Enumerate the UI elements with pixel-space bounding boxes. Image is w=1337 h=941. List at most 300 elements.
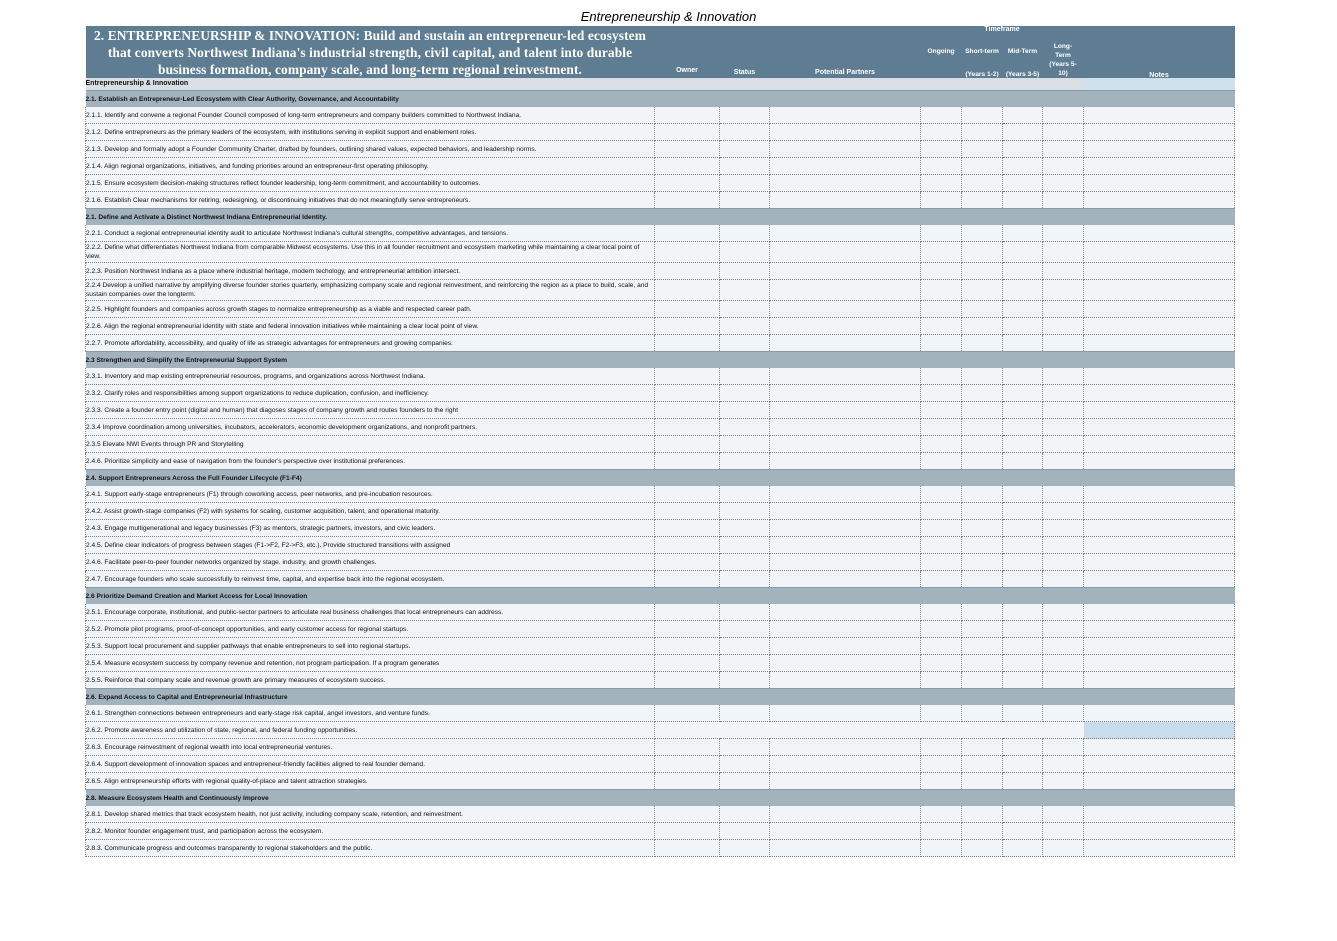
ongoing-cell[interactable] [921, 335, 962, 352]
mid-term-cell[interactable] [1003, 141, 1043, 158]
mid-term-cell[interactable] [1003, 263, 1043, 280]
status-cell[interactable] [720, 402, 770, 419]
ongoing-cell[interactable] [921, 453, 962, 470]
long-term-cell[interactable] [1043, 486, 1084, 503]
ongoing-cell[interactable] [921, 141, 962, 158]
ongoing-cell[interactable] [921, 436, 962, 453]
status-cell[interactable] [720, 621, 770, 638]
status-cell[interactable] [720, 453, 770, 470]
long-term-cell[interactable] [1043, 503, 1084, 520]
short-term-cell[interactable] [962, 571, 1003, 588]
status-cell[interactable] [720, 225, 770, 242]
status-cell[interactable] [720, 823, 770, 840]
short-term-cell[interactable] [962, 158, 1003, 175]
status-cell[interactable] [720, 141, 770, 158]
partners-cell[interactable] [770, 263, 921, 280]
ongoing-cell[interactable] [921, 225, 962, 242]
owner-cell[interactable] [655, 571, 720, 588]
mid-term-cell[interactable] [1003, 621, 1043, 638]
long-term-cell[interactable] [1043, 301, 1084, 318]
ongoing-cell[interactable] [921, 840, 962, 857]
status-cell[interactable] [720, 554, 770, 571]
short-term-cell[interactable] [962, 436, 1003, 453]
ongoing-cell[interactable] [921, 318, 962, 335]
notes-cell[interactable] [1084, 756, 1235, 773]
short-term-cell[interactable] [962, 554, 1003, 571]
mid-term-cell[interactable] [1003, 368, 1043, 385]
notes-cell[interactable] [1084, 739, 1235, 756]
partners-cell[interactable] [770, 520, 921, 537]
status-cell[interactable] [720, 655, 770, 672]
owner-cell[interactable] [655, 318, 720, 335]
notes-cell[interactable] [1084, 335, 1235, 352]
mid-term-cell[interactable] [1003, 806, 1043, 823]
ongoing-cell[interactable] [921, 192, 962, 209]
long-term-cell[interactable] [1043, 520, 1084, 537]
short-term-cell[interactable] [962, 280, 1003, 301]
partners-cell[interactable] [770, 638, 921, 655]
mid-term-cell[interactable] [1003, 192, 1043, 209]
mid-term-cell[interactable] [1003, 840, 1043, 857]
notes-cell[interactable] [1084, 263, 1235, 280]
status-cell[interactable] [720, 840, 770, 857]
mid-term-cell[interactable] [1003, 242, 1043, 263]
notes-cell[interactable] [1084, 242, 1235, 263]
long-term-cell[interactable] [1043, 141, 1084, 158]
status-cell[interactable] [720, 436, 770, 453]
owner-cell[interactable] [655, 280, 720, 301]
ongoing-cell[interactable] [921, 739, 962, 756]
notes-cell[interactable] [1084, 368, 1235, 385]
ongoing-cell[interactable] [921, 604, 962, 621]
short-term-cell[interactable] [962, 773, 1003, 790]
mid-term-cell[interactable] [1003, 335, 1043, 352]
owner-cell[interactable] [655, 402, 720, 419]
owner-cell[interactable] [655, 419, 720, 436]
notes-cell[interactable] [1084, 453, 1235, 470]
long-term-cell[interactable] [1043, 604, 1084, 621]
notes-cell[interactable] [1084, 722, 1235, 739]
owner-cell[interactable] [655, 385, 720, 402]
owner-cell[interactable] [655, 773, 720, 790]
mid-term-cell[interactable] [1003, 739, 1043, 756]
owner-cell[interactable] [655, 722, 720, 739]
owner-cell[interactable] [655, 263, 720, 280]
status-cell[interactable] [720, 722, 770, 739]
owner-cell[interactable] [655, 301, 720, 318]
long-term-cell[interactable] [1043, 554, 1084, 571]
notes-cell[interactable] [1084, 621, 1235, 638]
short-term-cell[interactable] [962, 225, 1003, 242]
status-cell[interactable] [720, 503, 770, 520]
status-cell[interactable] [720, 335, 770, 352]
partners-cell[interactable] [770, 419, 921, 436]
notes-cell[interactable] [1084, 419, 1235, 436]
short-term-cell[interactable] [962, 263, 1003, 280]
short-term-cell[interactable] [962, 368, 1003, 385]
notes-cell[interactable] [1084, 124, 1235, 141]
notes-cell[interactable] [1084, 823, 1235, 840]
long-term-cell[interactable] [1043, 158, 1084, 175]
status-cell[interactable] [720, 385, 770, 402]
partners-cell[interactable] [770, 402, 921, 419]
partners-cell[interactable] [770, 335, 921, 352]
long-term-cell[interactable] [1043, 225, 1084, 242]
short-term-cell[interactable] [962, 318, 1003, 335]
notes-cell[interactable] [1084, 806, 1235, 823]
partners-cell[interactable] [770, 537, 921, 554]
mid-term-cell[interactable] [1003, 436, 1043, 453]
ongoing-cell[interactable] [921, 385, 962, 402]
long-term-cell[interactable] [1043, 107, 1084, 124]
status-cell[interactable] [720, 368, 770, 385]
owner-cell[interactable] [655, 823, 720, 840]
short-term-cell[interactable] [962, 621, 1003, 638]
ongoing-cell[interactable] [921, 107, 962, 124]
mid-term-cell[interactable] [1003, 318, 1043, 335]
mid-term-cell[interactable] [1003, 402, 1043, 419]
short-term-cell[interactable] [962, 840, 1003, 857]
short-term-cell[interactable] [962, 141, 1003, 158]
notes-cell[interactable] [1084, 773, 1235, 790]
long-term-cell[interactable] [1043, 773, 1084, 790]
long-term-cell[interactable] [1043, 335, 1084, 352]
long-term-cell[interactable] [1043, 571, 1084, 588]
partners-cell[interactable] [770, 672, 921, 689]
status-cell[interactable] [720, 806, 770, 823]
partners-cell[interactable] [770, 722, 921, 739]
status-cell[interactable] [720, 638, 770, 655]
status-cell[interactable] [720, 773, 770, 790]
partners-cell[interactable] [770, 107, 921, 124]
owner-cell[interactable] [655, 638, 720, 655]
notes-cell[interactable] [1084, 107, 1235, 124]
mid-term-cell[interactable] [1003, 503, 1043, 520]
ongoing-cell[interactable] [921, 124, 962, 141]
long-term-cell[interactable] [1043, 368, 1084, 385]
long-term-cell[interactable] [1043, 655, 1084, 672]
ongoing-cell[interactable] [921, 655, 962, 672]
mid-term-cell[interactable] [1003, 225, 1043, 242]
mid-term-cell[interactable] [1003, 158, 1043, 175]
mid-term-cell[interactable] [1003, 520, 1043, 537]
owner-cell[interactable] [655, 158, 720, 175]
ongoing-cell[interactable] [921, 486, 962, 503]
partners-cell[interactable] [770, 756, 921, 773]
partners-cell[interactable] [770, 571, 921, 588]
long-term-cell[interactable] [1043, 436, 1084, 453]
ongoing-cell[interactable] [921, 571, 962, 588]
partners-cell[interactable] [770, 280, 921, 301]
owner-cell[interactable] [655, 806, 720, 823]
partners-cell[interactable] [770, 486, 921, 503]
partners-cell[interactable] [770, 840, 921, 857]
ongoing-cell[interactable] [921, 672, 962, 689]
partners-cell[interactable] [770, 621, 921, 638]
short-term-cell[interactable] [962, 124, 1003, 141]
notes-cell[interactable] [1084, 503, 1235, 520]
owner-cell[interactable] [655, 175, 720, 192]
long-term-cell[interactable] [1043, 722, 1084, 739]
long-term-cell[interactable] [1043, 840, 1084, 857]
notes-cell[interactable] [1084, 638, 1235, 655]
long-term-cell[interactable] [1043, 638, 1084, 655]
ongoing-cell[interactable] [921, 419, 962, 436]
owner-cell[interactable] [655, 141, 720, 158]
short-term-cell[interactable] [962, 537, 1003, 554]
short-term-cell[interactable] [962, 638, 1003, 655]
partners-cell[interactable] [770, 225, 921, 242]
short-term-cell[interactable] [962, 655, 1003, 672]
notes-cell[interactable] [1084, 175, 1235, 192]
ongoing-cell[interactable] [921, 638, 962, 655]
short-term-cell[interactable] [962, 107, 1003, 124]
long-term-cell[interactable] [1043, 823, 1084, 840]
mid-term-cell[interactable] [1003, 175, 1043, 192]
owner-cell[interactable] [655, 192, 720, 209]
notes-cell[interactable] [1084, 141, 1235, 158]
owner-cell[interactable] [655, 739, 720, 756]
short-term-cell[interactable] [962, 604, 1003, 621]
notes-cell[interactable] [1084, 537, 1235, 554]
notes-cell[interactable] [1084, 385, 1235, 402]
owner-cell[interactable] [655, 453, 720, 470]
owner-cell[interactable] [655, 537, 720, 554]
partners-cell[interactable] [770, 158, 921, 175]
owner-cell[interactable] [655, 554, 720, 571]
partners-cell[interactable] [770, 141, 921, 158]
partners-cell[interactable] [770, 806, 921, 823]
status-cell[interactable] [720, 537, 770, 554]
long-term-cell[interactable] [1043, 263, 1084, 280]
partners-cell[interactable] [770, 124, 921, 141]
short-term-cell[interactable] [962, 756, 1003, 773]
short-term-cell[interactable] [962, 806, 1003, 823]
long-term-cell[interactable] [1043, 385, 1084, 402]
ongoing-cell[interactable] [921, 503, 962, 520]
mid-term-cell[interactable] [1003, 756, 1043, 773]
owner-cell[interactable] [655, 520, 720, 537]
ongoing-cell[interactable] [921, 242, 962, 263]
long-term-cell[interactable] [1043, 242, 1084, 263]
ongoing-cell[interactable] [921, 263, 962, 280]
status-cell[interactable] [720, 520, 770, 537]
owner-cell[interactable] [655, 368, 720, 385]
partners-cell[interactable] [770, 453, 921, 470]
status-cell[interactable] [720, 107, 770, 124]
owner-cell[interactable] [655, 604, 720, 621]
short-term-cell[interactable] [962, 335, 1003, 352]
short-term-cell[interactable] [962, 402, 1003, 419]
status-cell[interactable] [720, 158, 770, 175]
partners-cell[interactable] [770, 242, 921, 263]
long-term-cell[interactable] [1043, 175, 1084, 192]
partners-cell[interactable] [770, 192, 921, 209]
owner-cell[interactable] [655, 335, 720, 352]
short-term-cell[interactable] [962, 385, 1003, 402]
mid-term-cell[interactable] [1003, 107, 1043, 124]
mid-term-cell[interactable] [1003, 385, 1043, 402]
notes-cell[interactable] [1084, 486, 1235, 503]
long-term-cell[interactable] [1043, 705, 1084, 722]
long-term-cell[interactable] [1043, 402, 1084, 419]
short-term-cell[interactable] [962, 453, 1003, 470]
mid-term-cell[interactable] [1003, 672, 1043, 689]
status-cell[interactable] [720, 672, 770, 689]
owner-cell[interactable] [655, 503, 720, 520]
mid-term-cell[interactable] [1003, 301, 1043, 318]
short-term-cell[interactable] [962, 672, 1003, 689]
ongoing-cell[interactable] [921, 402, 962, 419]
ongoing-cell[interactable] [921, 621, 962, 638]
status-cell[interactable] [720, 571, 770, 588]
long-term-cell[interactable] [1043, 756, 1084, 773]
owner-cell[interactable] [655, 756, 720, 773]
status-cell[interactable] [720, 280, 770, 301]
mid-term-cell[interactable] [1003, 773, 1043, 790]
mid-term-cell[interactable] [1003, 280, 1043, 301]
short-term-cell[interactable] [962, 175, 1003, 192]
partners-cell[interactable] [770, 503, 921, 520]
partners-cell[interactable] [770, 318, 921, 335]
notes-cell[interactable] [1084, 672, 1235, 689]
ongoing-cell[interactable] [921, 301, 962, 318]
partners-cell[interactable] [770, 385, 921, 402]
partners-cell[interactable] [770, 554, 921, 571]
notes-cell[interactable] [1084, 604, 1235, 621]
short-term-cell[interactable] [962, 503, 1003, 520]
status-cell[interactable] [720, 242, 770, 263]
notes-cell[interactable] [1084, 705, 1235, 722]
long-term-cell[interactable] [1043, 621, 1084, 638]
status-cell[interactable] [720, 318, 770, 335]
owner-cell[interactable] [655, 621, 720, 638]
ongoing-cell[interactable] [921, 756, 962, 773]
notes-cell[interactable] [1084, 301, 1235, 318]
mid-term-cell[interactable] [1003, 124, 1043, 141]
owner-cell[interactable] [655, 705, 720, 722]
status-cell[interactable] [720, 705, 770, 722]
status-cell[interactable] [720, 301, 770, 318]
partners-cell[interactable] [770, 604, 921, 621]
notes-cell[interactable] [1084, 571, 1235, 588]
partners-cell[interactable] [770, 823, 921, 840]
notes-cell[interactable] [1084, 280, 1235, 301]
short-term-cell[interactable] [962, 823, 1003, 840]
short-term-cell[interactable] [962, 705, 1003, 722]
mid-term-cell[interactable] [1003, 419, 1043, 436]
partners-cell[interactable] [770, 655, 921, 672]
partners-cell[interactable] [770, 175, 921, 192]
short-term-cell[interactable] [962, 419, 1003, 436]
partners-cell[interactable] [770, 436, 921, 453]
mid-term-cell[interactable] [1003, 722, 1043, 739]
partners-cell[interactable] [770, 705, 921, 722]
short-term-cell[interactable] [962, 242, 1003, 263]
long-term-cell[interactable] [1043, 124, 1084, 141]
notes-cell[interactable] [1084, 402, 1235, 419]
ongoing-cell[interactable] [921, 705, 962, 722]
mid-term-cell[interactable] [1003, 571, 1043, 588]
short-term-cell[interactable] [962, 739, 1003, 756]
ongoing-cell[interactable] [921, 280, 962, 301]
mid-term-cell[interactable] [1003, 638, 1043, 655]
status-cell[interactable] [720, 192, 770, 209]
mid-term-cell[interactable] [1003, 554, 1043, 571]
long-term-cell[interactable] [1043, 453, 1084, 470]
notes-cell[interactable] [1084, 840, 1235, 857]
ongoing-cell[interactable] [921, 537, 962, 554]
mid-term-cell[interactable] [1003, 604, 1043, 621]
owner-cell[interactable] [655, 672, 720, 689]
mid-term-cell[interactable] [1003, 655, 1043, 672]
short-term-cell[interactable] [962, 192, 1003, 209]
ongoing-cell[interactable] [921, 368, 962, 385]
ongoing-cell[interactable] [921, 823, 962, 840]
long-term-cell[interactable] [1043, 419, 1084, 436]
notes-cell[interactable] [1084, 225, 1235, 242]
owner-cell[interactable] [655, 486, 720, 503]
ongoing-cell[interactable] [921, 520, 962, 537]
notes-cell[interactable] [1084, 436, 1235, 453]
ongoing-cell[interactable] [921, 554, 962, 571]
status-cell[interactable] [720, 175, 770, 192]
owner-cell[interactable] [655, 840, 720, 857]
status-cell[interactable] [720, 263, 770, 280]
partners-cell[interactable] [770, 368, 921, 385]
partners-cell[interactable] [770, 739, 921, 756]
owner-cell[interactable] [655, 242, 720, 263]
short-term-cell[interactable] [962, 520, 1003, 537]
long-term-cell[interactable] [1043, 672, 1084, 689]
long-term-cell[interactable] [1043, 537, 1084, 554]
status-cell[interactable] [720, 419, 770, 436]
mid-term-cell[interactable] [1003, 823, 1043, 840]
ongoing-cell[interactable] [921, 806, 962, 823]
notes-cell[interactable] [1084, 554, 1235, 571]
status-cell[interactable] [720, 756, 770, 773]
mid-term-cell[interactable] [1003, 537, 1043, 554]
long-term-cell[interactable] [1043, 739, 1084, 756]
short-term-cell[interactable] [962, 486, 1003, 503]
mid-term-cell[interactable] [1003, 486, 1043, 503]
partners-cell[interactable] [770, 301, 921, 318]
long-term-cell[interactable] [1043, 806, 1084, 823]
ongoing-cell[interactable] [921, 158, 962, 175]
long-term-cell[interactable] [1043, 280, 1084, 301]
owner-cell[interactable] [655, 655, 720, 672]
short-term-cell[interactable] [962, 301, 1003, 318]
ongoing-cell[interactable] [921, 773, 962, 790]
status-cell[interactable] [720, 486, 770, 503]
notes-cell[interactable] [1084, 158, 1235, 175]
long-term-cell[interactable] [1043, 318, 1084, 335]
long-term-cell[interactable] [1043, 192, 1084, 209]
partners-cell[interactable] [770, 773, 921, 790]
owner-cell[interactable] [655, 107, 720, 124]
mid-term-cell[interactable] [1003, 453, 1043, 470]
notes-cell[interactable] [1084, 655, 1235, 672]
owner-cell[interactable] [655, 124, 720, 141]
notes-cell[interactable] [1084, 318, 1235, 335]
ongoing-cell[interactable] [921, 175, 962, 192]
owner-cell[interactable] [655, 225, 720, 242]
status-cell[interactable] [720, 124, 770, 141]
short-term-cell[interactable] [962, 722, 1003, 739]
notes-cell[interactable] [1084, 192, 1235, 209]
status-cell[interactable] [720, 739, 770, 756]
ongoing-cell[interactable] [921, 722, 962, 739]
